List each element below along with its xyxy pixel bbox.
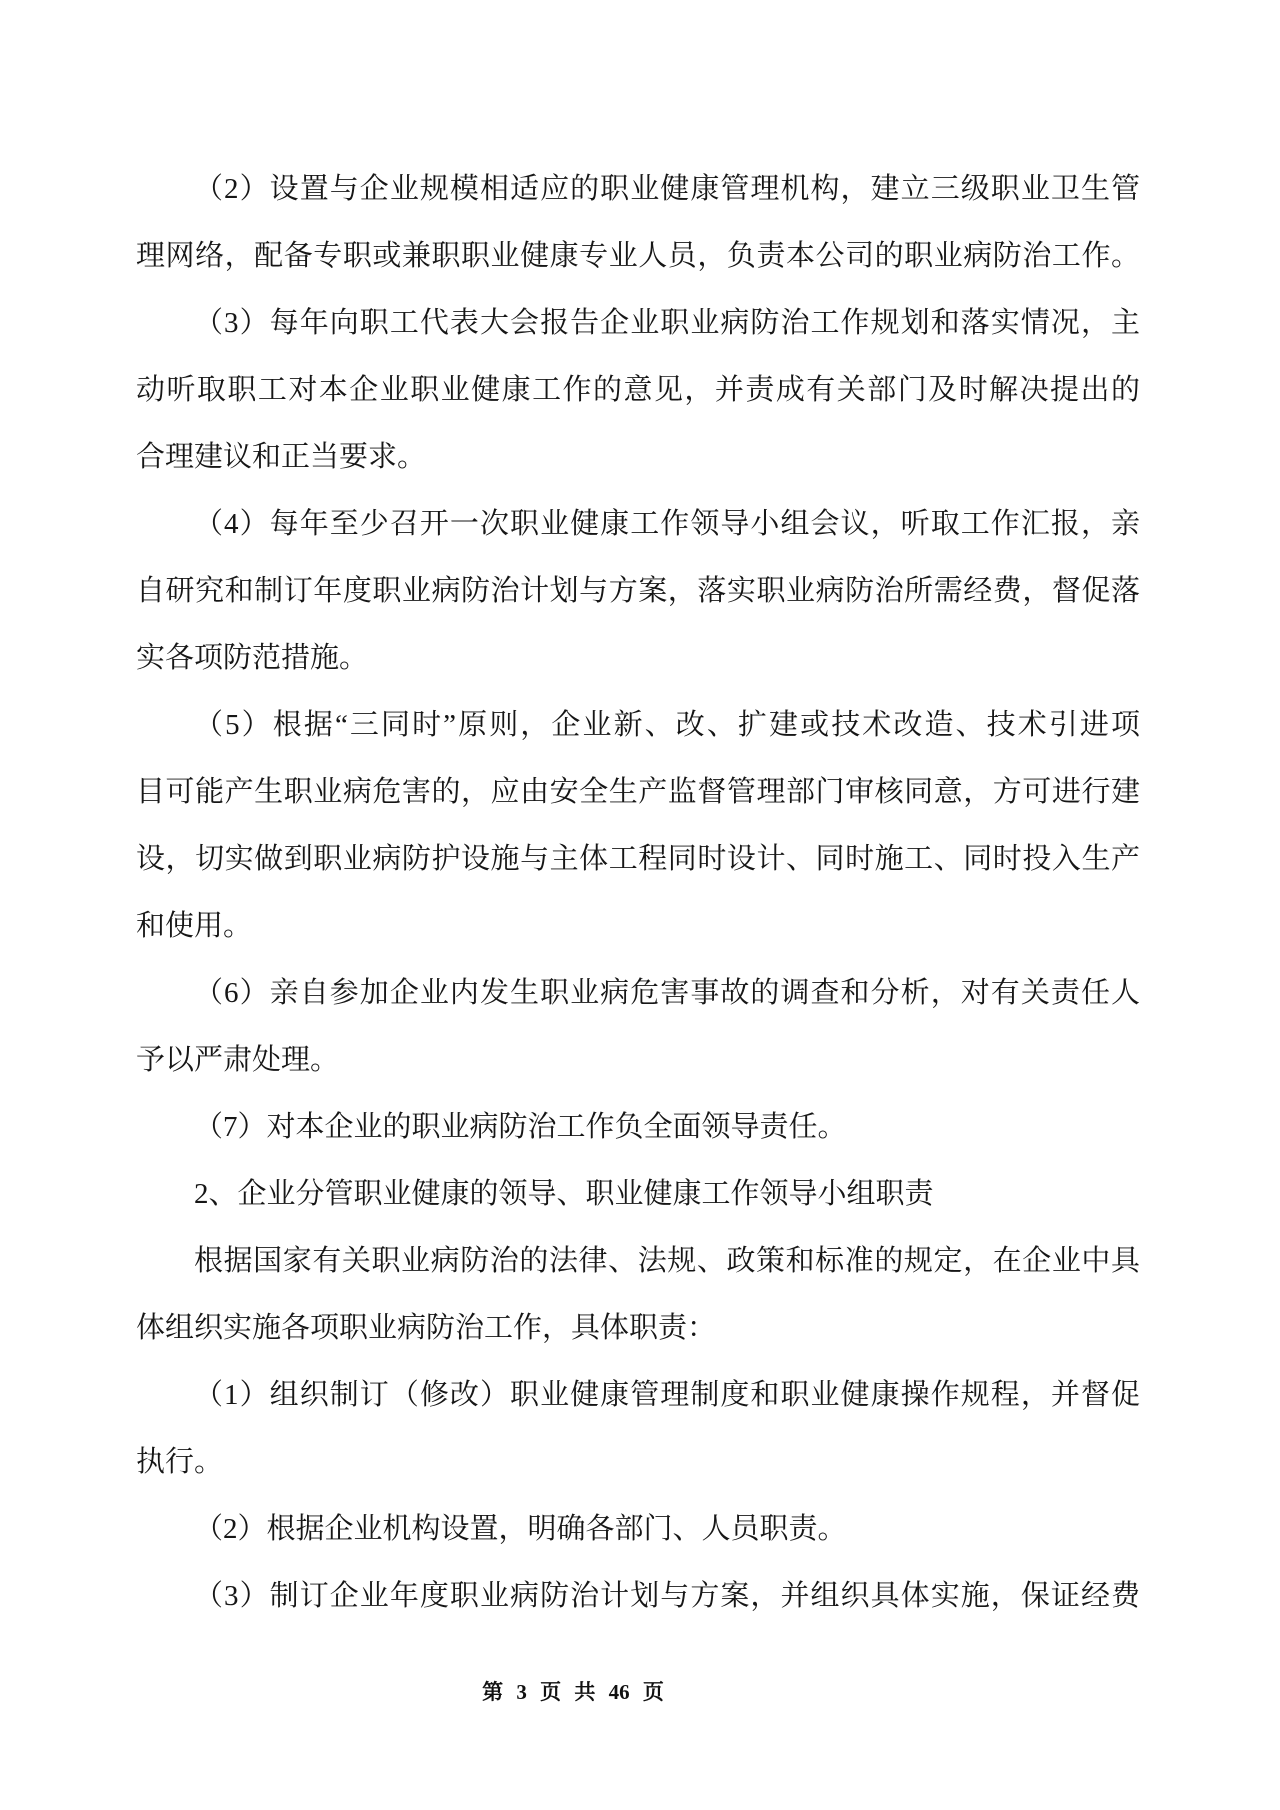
text-line: 实各项防范措施。 [136,642,369,674]
text-line: （3）每年向职工代表大会报告企业职业病防治工作规划和落实情况，主 [194,307,1140,339]
text-line: 根据国家有关职业病防治的法律、法规、政策和标准的规定，在企业中具 [194,1245,1140,1277]
text-line: 合理建议和正当要求。 [136,441,427,473]
text-line: 设，切实做到职业病防护设施与主体工程同时设计、同时施工、同时投入生产 [136,843,1140,875]
text-line: （4）每年至少召开一次职业健康工作领导小组会议，听取工作汇报，亲 [194,508,1140,540]
text-line: （2）根据企业机构设置，明确各部门、人员职责。 [194,1513,847,1545]
text-line: （3）制订企业年度职业病防治计划与方案，并组织具体实施，保证经费 [194,1580,1140,1612]
text-line: （2）设置与企业规模相适应的职业健康管理机构，建立三级职业卫生管 [194,173,1140,205]
text-line: 予以严肃处理。 [136,1044,340,1076]
text-line: 目可能产生职业病危害的，应由安全生产监督管理部门审核同意，方可进行建 [136,776,1140,808]
text-line: （1）组织制订（修改）职业健康管理制度和职业健康操作规程，并督促 [194,1379,1140,1411]
text-line: 理网络，配备专职或兼职职业健康专业人员，负责本公司的职业病防治工作。 [136,240,1140,272]
text-line: （5）根据“三同时”原则，企业新、改、扩建或技术改造、技术引进项 [194,709,1140,741]
text-line: 和使用。 [136,910,253,942]
text-line: 自研究和制订年度职业病防治计划与方案，落实职业病防治所需经费，督促落 [136,575,1140,607]
text-line: 执行。 [136,1446,224,1478]
section-heading: 2、企业分管职业健康的领导、职业健康工作领导小组职责 [194,1178,934,1210]
page-number-footer: 第 3 页 共 46 页 [482,1680,664,1704]
document-body [136,156,1140,1630]
text-line: （6）亲自参加企业内发生职业病危害事故的调查和分析，对有关责任人 [194,977,1140,1009]
text-line: （7）对本企业的职业病防治工作负全面领导责任。 [194,1111,847,1143]
text-line: 体组织实施各项职业病防治工作，具体职责： [136,1312,717,1344]
text-line: 动听取职工对本企业职业健康工作的意见，并责成有关部门及时解决提出的 [136,374,1140,406]
